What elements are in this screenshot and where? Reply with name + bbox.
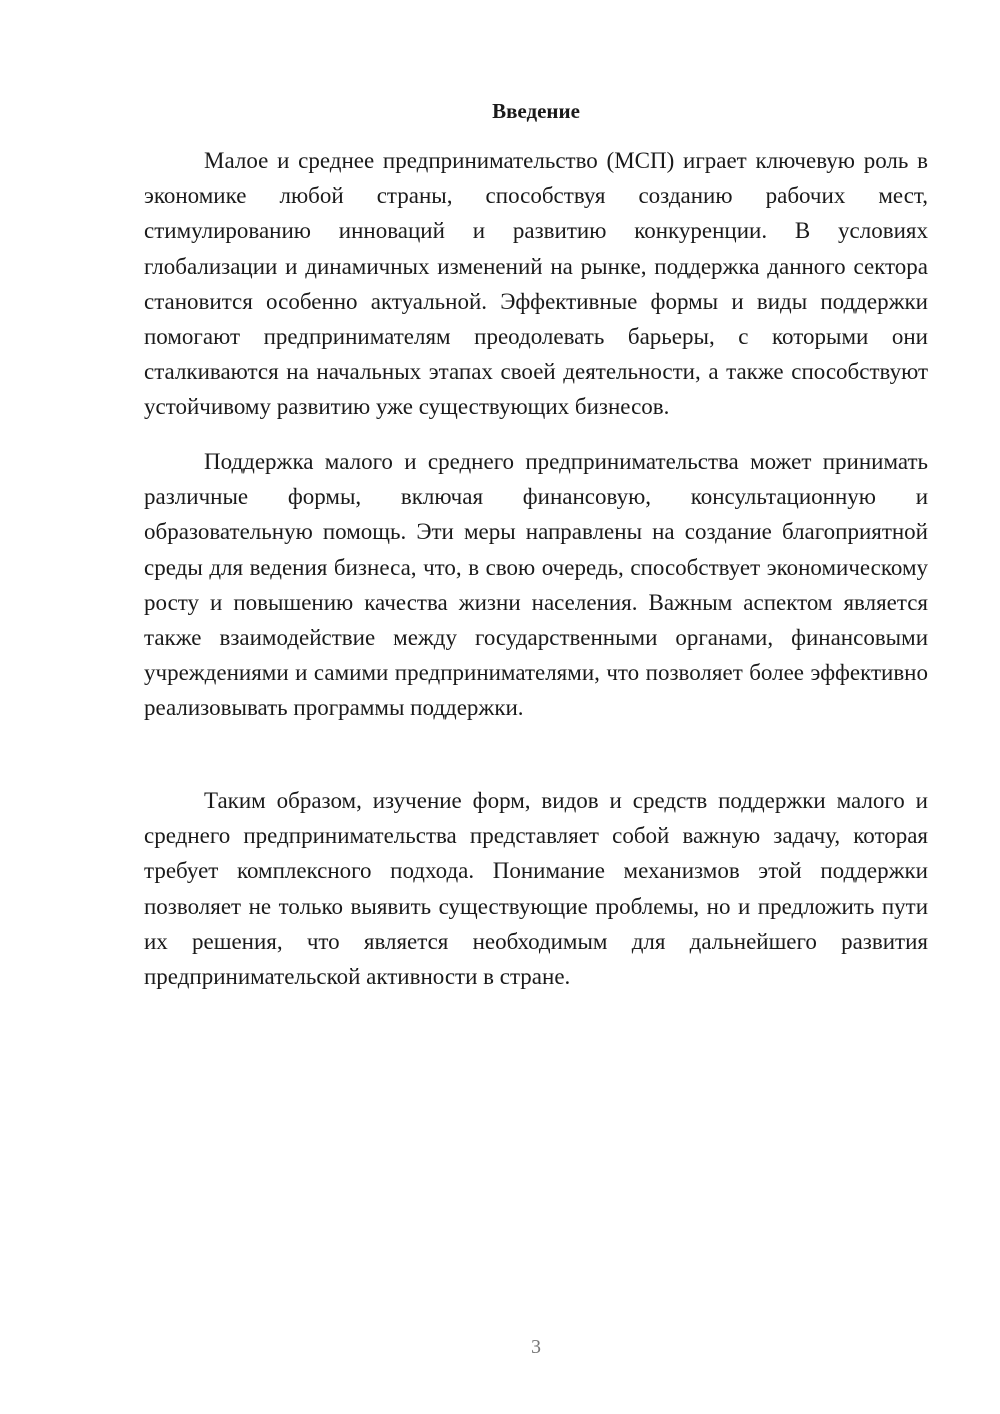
paragraph-3: Таким образом, изучение форм, видов и средств поддержки малого и среднего предпринимательства представляет собой важную задачу, которая требует комплексного подхода. Понимание механизмов этой поддержки позволяет не только выявить существующие проблемы, но и предложить пути их решения, что является необходимым для дальнейшего развития предпринимательской активности в стране. <box>144 788 928 990</box>
paragraph-block-1 <box>144 143 928 425</box>
paragraph-1: Малое и среднее предпринимательство (МСП) играет ключевую роль в экономике любой страны, способствуя созданию рабочих мест, стимулированию инноваций и развитию конкуренции. В условиях глобализации и динамичных изменений на рынке, поддержка данного сектора становится особенно актуальной. Эффективные формы и виды поддержки помогают предпринимателям преодолевать барьеры, с которыми они сталкиваются на начальных этапах своей деятельности, а также способствуют устойчивому развитию уже существующих бизнесов. <box>144 148 928 420</box>
paragraph-2: Поддержка малого и среднего предпринимательства может принимать различные формы, включая финансовую, консультационную и образовательную помощь. Эти меры направлены на создание благоприятной среды для ведения бизнеса, что, в свою очередь, способствует экономическому росту и повышению качества жизни населения. Важным аспектом является также взаимодействие между государственными органами, финансовыми учреждениями и самими предпринимателями, что позволяет более эффективно реализовывать программы поддержки. <box>144 449 928 721</box>
paragraph-block-2 <box>144 444 928 726</box>
section-heading: Введение <box>492 99 580 123</box>
page-number: 3 <box>531 1336 541 1358</box>
paragraph-block-3 <box>144 783 928 994</box>
